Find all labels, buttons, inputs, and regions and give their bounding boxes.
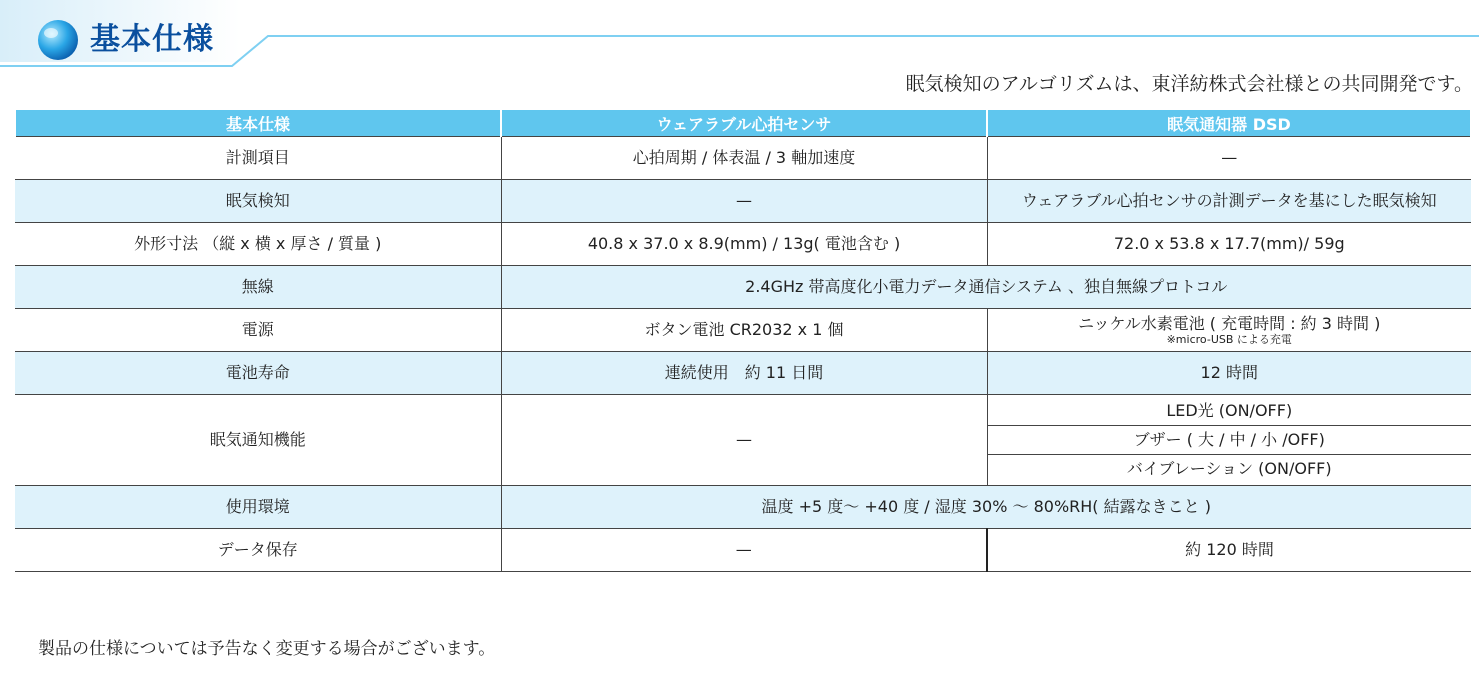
row-label: データ保存 — [15, 529, 501, 572]
sensor-value: — — [501, 395, 987, 486]
dsd-footnote: ※micro-USB による充電 — [1166, 333, 1292, 346]
sensor-value: ボタン電池 CR2032 x 1 個 — [501, 309, 987, 352]
dsd-value-cell — [987, 395, 1471, 486]
table-row — [15, 486, 1471, 529]
row-label: 眠気通知機能 — [15, 395, 501, 486]
header-decoration — [0, 0, 1479, 70]
dsd-value: 約 120 時間 — [987, 529, 1471, 572]
dsd-value: — — [987, 137, 1471, 180]
globe-bullet-icon — [38, 20, 78, 60]
merged-value: 2.4GHz 帯高度化小電力データ通信システム 、独自無線プロトコル — [501, 266, 1471, 309]
algorithm-note: 眠気検知のアルゴリズムは、東洋紡株式会社様との共同開発です。 — [905, 73, 1473, 95]
dsd-value: 72.0 x 53.8 x 17.7(mm)/ 59g — [987, 223, 1471, 266]
sensor-value: 40.8 x 37.0 x 8.9(mm) / 13g( 電池含む ) — [501, 223, 987, 266]
row-label: 計測項目 — [15, 137, 501, 180]
sensor-value: — — [501, 180, 987, 223]
row-label: 電源 — [15, 309, 501, 352]
dsd-value-cell — [987, 309, 1471, 352]
header-sensor: ウェアラブル心拍センサ — [501, 110, 987, 137]
row-label: 電池寿命 — [15, 352, 501, 395]
table-row — [15, 309, 1471, 352]
dsd-value: ウェアラブル心拍センサの計測データを基にした眠気検知 — [987, 180, 1471, 223]
page-title: 基本仕様 — [90, 22, 214, 57]
row-label: 眠気検知 — [15, 180, 501, 223]
table-row — [15, 180, 1471, 223]
section-header — [0, 0, 1479, 70]
table-row — [15, 266, 1471, 309]
row-label: 使用環境 — [15, 486, 501, 529]
header-spec: 基本仕様 — [15, 110, 501, 137]
sensor-value: — — [501, 529, 987, 572]
table-row — [15, 137, 1471, 180]
table-row — [15, 223, 1471, 266]
merged-value: 温度 +5 度〜 +40 度 / 湿度 30% 〜 80%RH( 結露なきこと ) — [501, 486, 1471, 529]
disclaimer-note: 製品の仕様については予告なく変更する場合がございます。 — [38, 639, 496, 659]
notify-vibration: バイブレーション (ON/OFF) — [988, 454, 1472, 483]
table-row — [15, 529, 1471, 572]
sensor-value: 心拍周期 / 体表温 / 3 軸加速度 — [501, 137, 987, 180]
notify-buzzer: ブザー ( 大 / 中 / 小 /OFF) — [988, 425, 1472, 454]
table-header-row — [15, 110, 1471, 137]
table-row — [15, 395, 1471, 486]
row-label: 無線 — [15, 266, 501, 309]
dsd-value: 12 時間 — [987, 352, 1471, 395]
header-dsd: 眠気通知器 DSD — [987, 110, 1471, 137]
spec-table — [14, 110, 1472, 572]
notify-led: LED光 (ON/OFF) — [1166, 401, 1293, 420]
sensor-value: 連続使用 約 11 日間 — [501, 352, 987, 395]
row-label: 外形寸法 （縦 x 横 x 厚さ / 質量 ) — [15, 223, 501, 266]
dsd-value: ニッケル水素電池 ( 充電時間 : 約 3 時間 ) — [1078, 314, 1381, 333]
table-row — [15, 352, 1471, 395]
